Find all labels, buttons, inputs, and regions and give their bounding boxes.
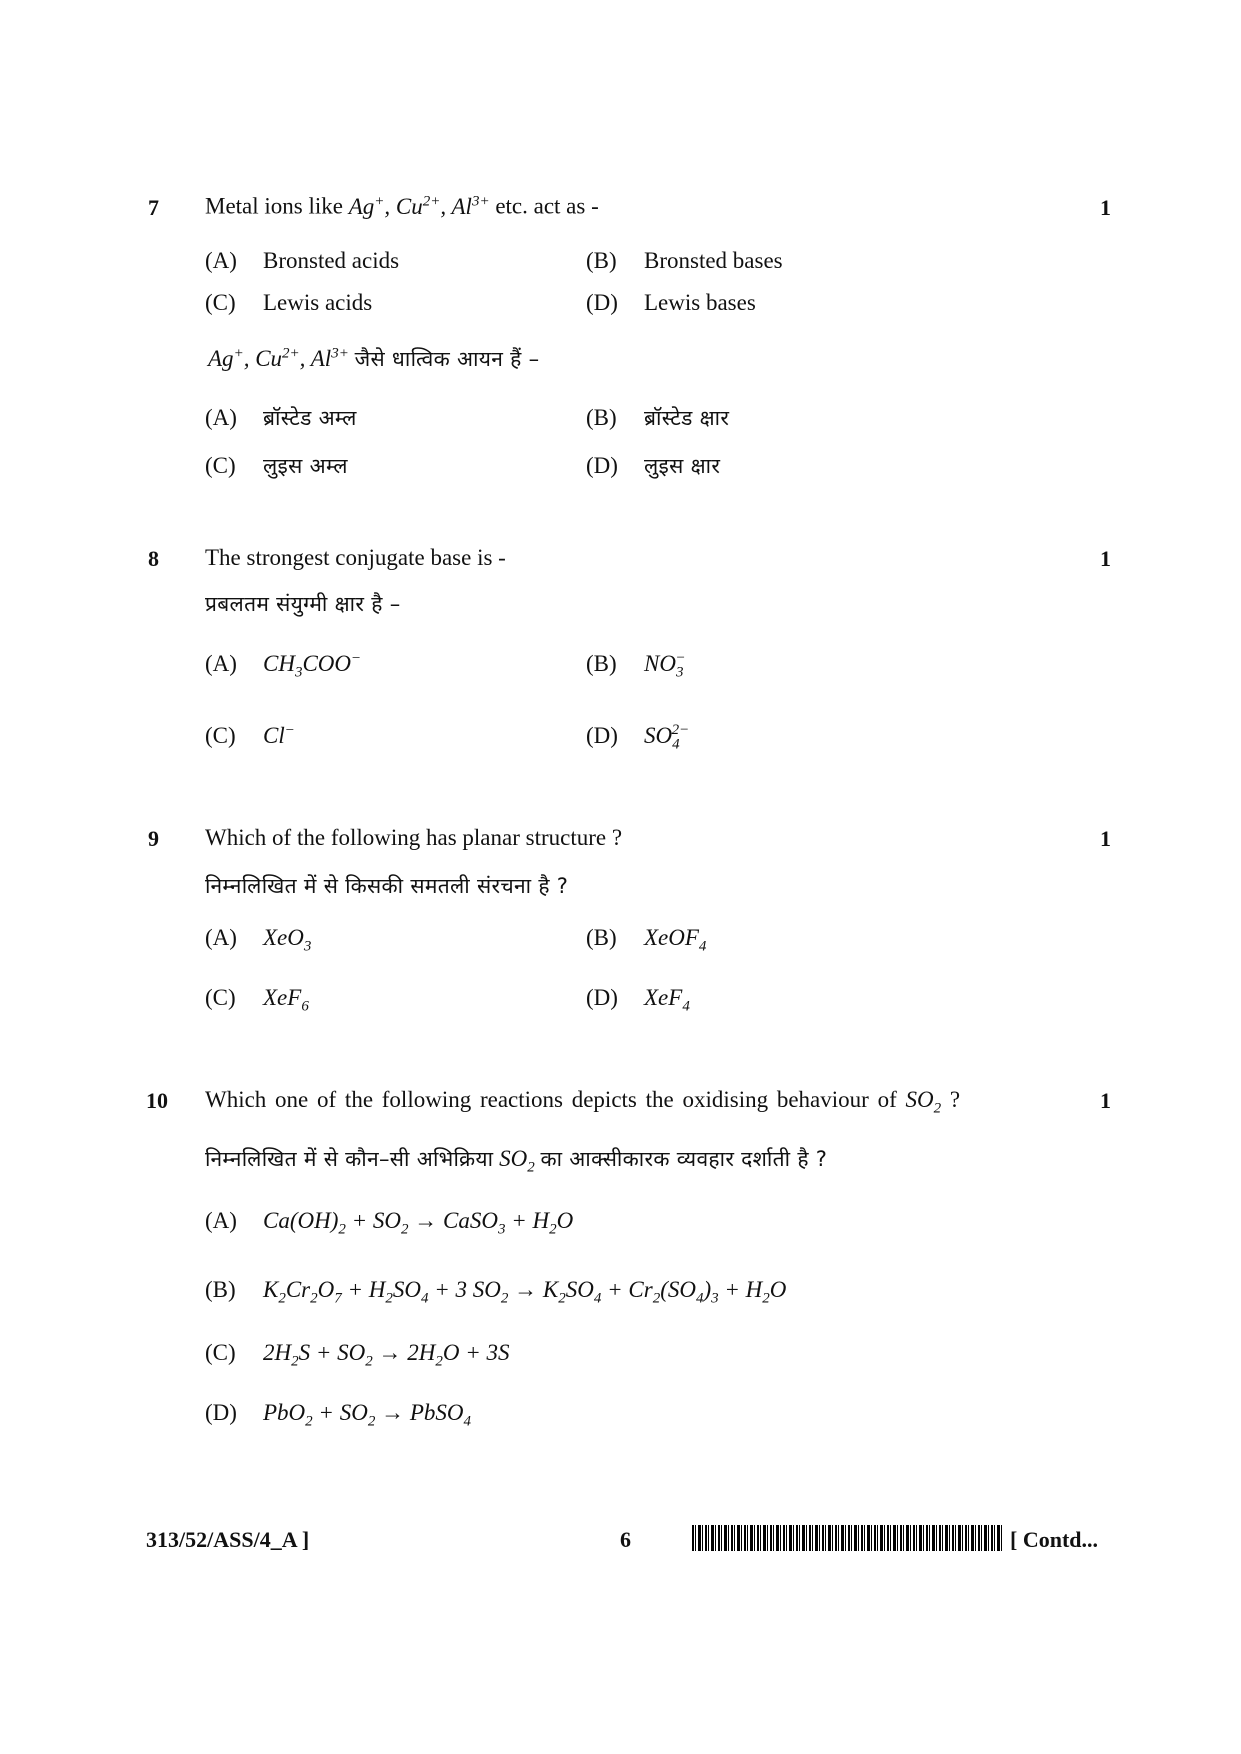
q8-question-hi: प्रबलतम संयुग्मी क्षार है – (205, 592, 401, 616)
q7-question-en: Metal ions like Ag+, $Cu^{2+}$, $Al^{3+}$ etc. act as - (205, 193, 599, 219)
q7-ions: Ag+, $Cu^{2+}$, $Al^{3+}$ (348, 193, 490, 219)
q10-question-en: Which one of the following reactions depicts the oxidising behaviour of $SO_2$ ? (205, 1087, 961, 1117)
q7-option-c-hi: (C) लुइस अम्ल (205, 453, 348, 478)
q10-option-b: (B) $K_2Cr_2O_7 + H_2SO_4 + 3$ $SO_2 \to K_2SO_4 + Cr_2(SO_4)_3 + H_2O$ (205, 1277, 787, 1307)
q10-number: 10 (146, 1088, 168, 1113)
q7-marks: 1 (1100, 195, 1111, 220)
q10-question-hi: निम्नलिखित में से कौन–सी अभिक्रिया $SO_2$ का आक्सीकारक व्यवहार दर्शाती है ? (205, 1146, 828, 1176)
q10-option-d: (D) $PbO_2 + SO_2$ → PbSO$_4$ (205, 1400, 471, 1430)
q8-option-b: (B) $NO_3^-$ (586, 650, 686, 681)
q8-option-d: (D) $SO_4^{2-}$ (586, 722, 690, 753)
q7-option-b-en: (B) Bronsted bases (586, 248, 783, 273)
q10-option-a: (A) $Ca(OH)_2 + SO_2$ → CaSO$_3$ + $H_2O$ (205, 1208, 574, 1238)
q9-option-c: (C) XeF$_6$ (205, 985, 309, 1015)
q7-option-a-hi: (A) ब्रॉस्टेड अम्ल (205, 405, 357, 430)
q8-option-a: (A) $CH_3COO^-$ (205, 650, 362, 681)
q10-option-c: (C) $2H_2S + SO_2 \to 2H_2O + 3S$ (205, 1340, 510, 1370)
q8-marks: 1 (1100, 546, 1111, 571)
q7-option-d-en: (D) Lewis bases (586, 290, 756, 315)
footer-contd: [ Contd... (1010, 1527, 1099, 1552)
q8-question-en: The strongest conjugate base is - (205, 545, 506, 570)
q9-option-d: (D) XeF$_4$ (586, 985, 690, 1015)
q9-marks: 1 (1100, 826, 1111, 851)
q7-question-hi: Ag+, $Cu^{2+}$, $Al^{3+}$ जैसे धात्विक आयन हैं – (208, 345, 540, 371)
q9-question-hi: निम्नलिखित में से किसकी समतली संरचना है ? (205, 874, 569, 898)
q7-option-a-en: (A) Bronsted acids (205, 248, 400, 273)
q9-option-b: (B) XeOF$_4$ (586, 925, 707, 955)
q7-option-b-hi: (B) ब्रॉस्टेड क्षार (586, 405, 730, 430)
footer-page-number: 6 (620, 1527, 631, 1552)
footer-paper-code: 313/52/ASS/4_A ] (146, 1527, 310, 1552)
q9-option-a: (A) XeO$_3$ (205, 925, 312, 955)
q7-option-d-hi: (D) लुइस क्षार (586, 453, 721, 478)
q10-marks: 1 (1100, 1088, 1111, 1113)
q7-option-c-en: (C) Lewis acids (205, 290, 373, 315)
q9-question-en: Which of the following has planar structure ? (205, 825, 623, 850)
q9-number: 9 (148, 826, 159, 851)
q8-option-c: (C) Cl− (205, 722, 295, 748)
barcode-image (692, 1525, 1002, 1551)
q7-number: 7 (148, 195, 159, 220)
q8-number: 8 (148, 546, 159, 571)
q7-ions-hi: Ag+, $Cu^{2+}$, $Al^{3+}$ (208, 345, 349, 371)
